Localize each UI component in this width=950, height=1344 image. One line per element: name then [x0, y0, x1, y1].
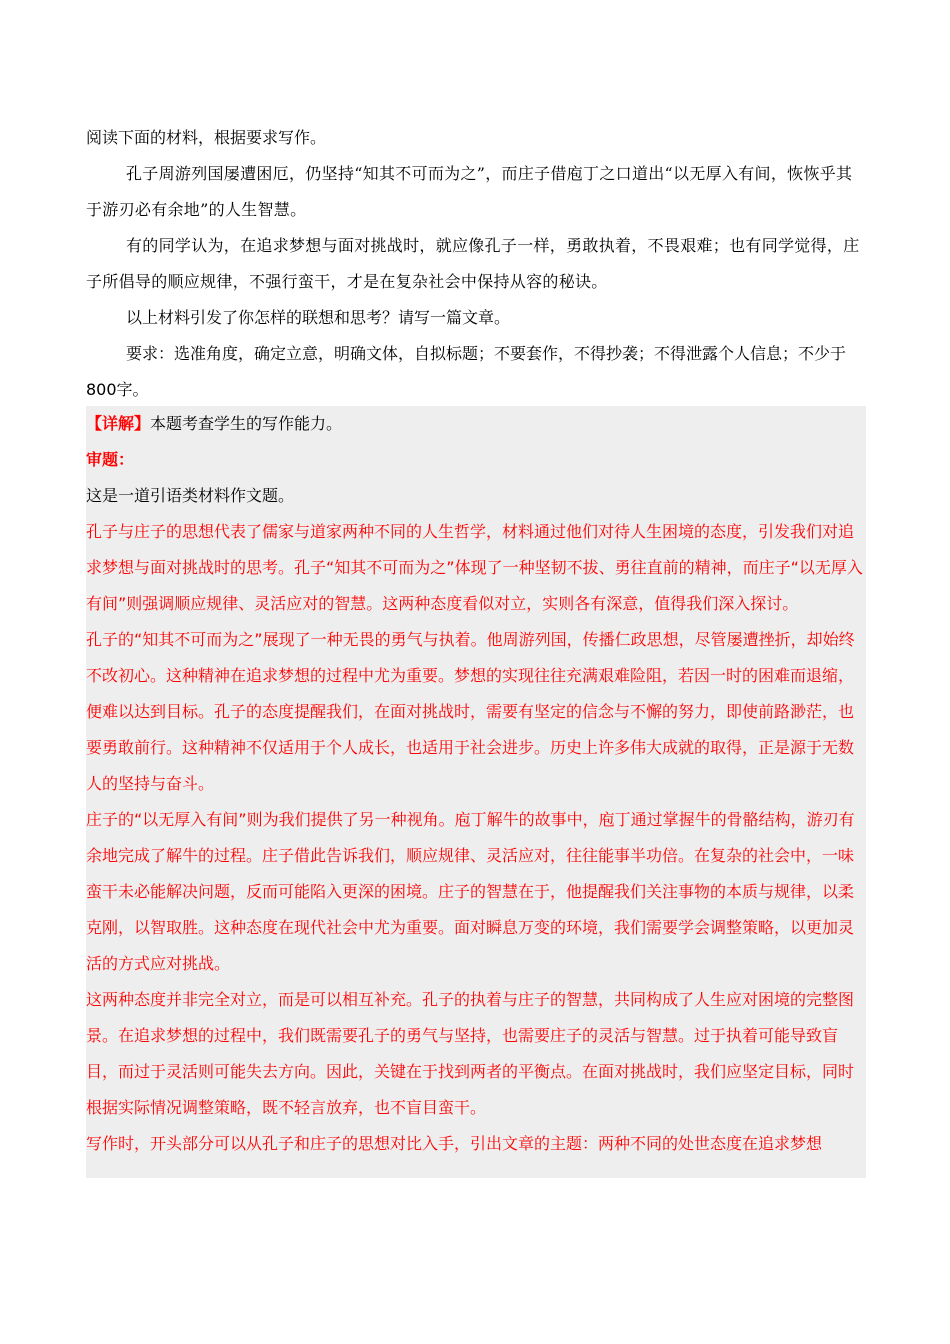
- question-section: [86, 120, 866, 408]
- material-paragraph-1: 孔子周游列国屡遭困厄，仍坚持“知其不可而为之”，而庄子借庖丁之口道出“以无厚入有间，恢恢乎其于游刃必有余地”的人生智慧。: [86, 164, 853, 219]
- material-paragraph-2: 有的同学认为，在追求梦想与面对挑战时，就应像孔子一样，勇敢执着，不畏艰难；也有同学觉得，庄子所倡导的顺应规律，不强行蛮干，才是在复杂社会中保持从容的秘诀。: [86, 236, 860, 291]
- detail-label: 【详解】: [86, 414, 151, 433]
- detail-line: [86, 406, 866, 442]
- analysis-paragraph-1: 这是一道引语类材料作文题。: [86, 486, 295, 505]
- question-intro: 阅读下面的材料，根据要求写作。: [86, 128, 327, 147]
- analysis-paragraph-6: 写作时，开头部分可以从孔子和庄子的思想对比入手，引出文章的主题：两种不同的处世态度在追求梦想: [86, 1134, 823, 1153]
- detail-text: 本题考查学生的写作能力。: [150, 414, 343, 433]
- answer-section: [86, 406, 866, 1178]
- task-instruction: 以上材料引发了你怎样的联想和思考？请写一篇文章。: [126, 308, 511, 327]
- analysis-paragraph-2: 孔子与庄子的思想代表了儒家与道家两种不同的人生哲学，材料通过他们对待人生困境的态度，引发我们对追求梦想与面对挑战时的思考。孔子“知其不可而为之”体现了一种坚韧不拔、勇往直前的精神，而庄子“以无厚入有间”则强调顺应规律、灵活应对的智慧。这两种态度看似对立，实则各有深意，值得我们深入探讨。: [86, 522, 863, 613]
- analysis-paragraph-5: 这两种态度并非完全对立，而是可以相互补充。孔子的执着与庄子的智慧，共同构成了人生应对困境的完整图景。在追求梦想的过程中，我们既需要孔子的勇气与坚持，也需要庄子的灵活与智慧。过于执着可能导致盲目，而过于灵活则可能失去方向。因此，关键在于找到两者的平衡点。在面对挑战时，我们应坚定目标，同时根据实际情况调整策略，既不轻言放弃，也不盲目蛮干。: [86, 990, 855, 1117]
- requirements: 要求：选准角度，确定立意，明确文体，自拟标题；不要套作，不得抄袭；不得泄露个人信息；不少于800字。: [86, 344, 847, 399]
- review-label: 审题：: [86, 450, 135, 469]
- analysis-paragraph-4: 庄子的“以无厚入有间”则为我们提供了另一种视角。庖丁解牛的故事中，庖丁通过掌握牛的骨骼结构，游刃有余地完成了解牛的过程。庄子借此告诉我们，顺应规律、灵活应对，往往能事半功倍。在复杂的社会中，一味蛮干未必能解决问题，反而可能陷入更深的困境。庄子的智慧在于，他提醒我们关注事物的本质与规律，以柔克刚，以智取胜。这种态度在现代社会中尤为重要。面对瞬息万变的环境，我们需要学会调整策略，以更加灵活的方式应对挑战。: [86, 810, 855, 973]
- analysis-paragraph-3: 孔子的“知其不可而为之”展现了一种无畏的勇气与执着。他周游列国，传播仁政思想，尽管屡遭挫折，却始终不改初心。这种精神在追求梦想的过程中尤为重要。梦想的实现往往充满艰难险阻，若因一时的困难而退缩，便难以达到目标。孔子的态度提醒我们，在面对挑战时，需要有坚定的信念与不懈的努力，即使前路渺茫，也要勇敢前行。这种精神不仅适用于个人成长，也适用于社会进步。历史上许多伟大成就的取得，正是源于无数人的坚持与奋斗。: [86, 630, 855, 793]
